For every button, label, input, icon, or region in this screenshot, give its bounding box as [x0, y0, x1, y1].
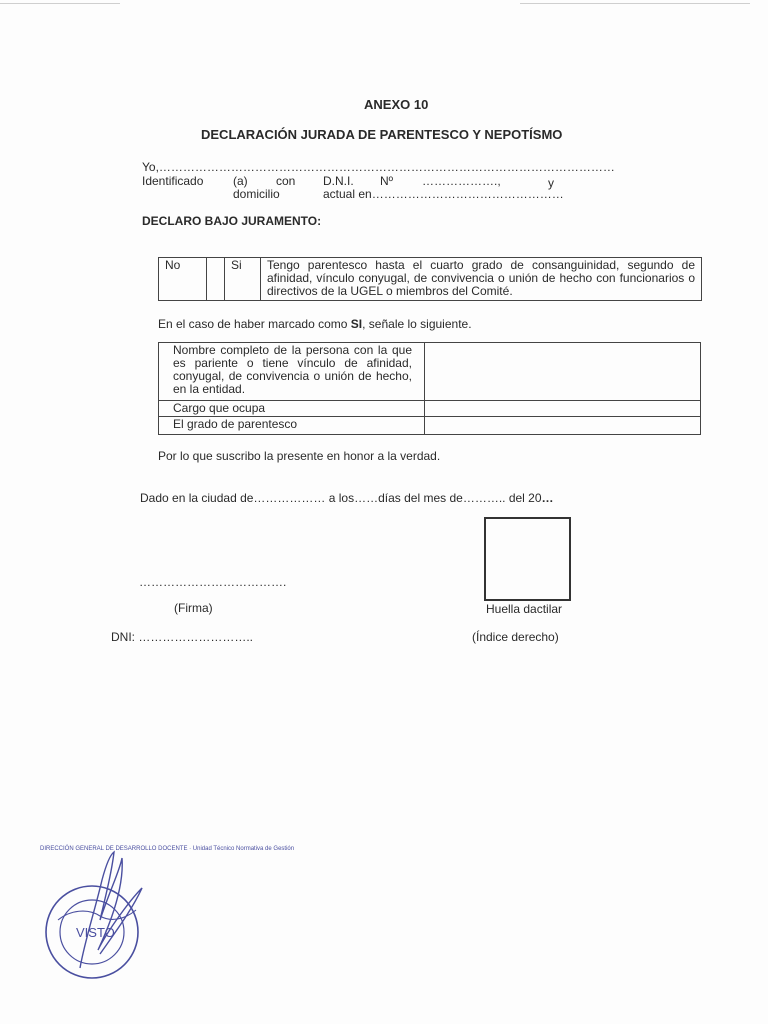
y-label: y — [548, 176, 554, 190]
scan-edge-line-right — [520, 3, 750, 4]
dado-ellipsis: … — [541, 491, 554, 505]
option-no-label: No — [165, 258, 181, 272]
option-no-cell[interactable] — [159, 258, 207, 301]
option-si-label: Si — [231, 258, 242, 272]
details-row-name — [159, 343, 701, 401]
option-empty-cell — [207, 258, 225, 301]
con-label: con — [276, 174, 296, 188]
declaro-heading: DECLARO BAJO JURAMENTO: — [142, 214, 322, 228]
if-yes-instruction — [158, 317, 472, 331]
document-title: DECLARACIÓN JURADA DE PARENTESCO Y NEPOTÍSMO — [201, 127, 563, 142]
option-si-cell[interactable] — [225, 258, 261, 301]
details-row-cargo — [159, 401, 701, 417]
firma-label: (Firma) — [174, 601, 213, 615]
numero-label: Nº — [380, 174, 394, 188]
details-value-grado[interactable] — [425, 417, 701, 435]
annex-heading: ANEXO 10 — [364, 97, 429, 112]
dni-label: D.N.I. — [323, 174, 354, 188]
details-label-name: Nombre completo de la persona con la que es pariente o tiene vínculo de afinidad, conyugal, de convivencia o unión de hecho, en la entidad. — [159, 343, 425, 401]
option-table — [158, 257, 702, 301]
details-value-cargo[interactable] — [425, 401, 701, 417]
visto-stamp — [40, 846, 295, 990]
fingerprint-box — [484, 517, 571, 601]
identificado-label: Identificado — [142, 174, 204, 188]
stamp-ring-text: DIRECCIÓN GENERAL DE DESARROLLO DOCENTE · Unidad Técnico Normativa de Gestión — [40, 846, 295, 852]
dado-text: Dado en la ciudad de……………… a los……días del mes de……….. del 20 — [140, 491, 542, 505]
details-label-cargo: Cargo que ocupa — [159, 401, 425, 417]
domicilio-label: domicilio — [233, 187, 280, 201]
indice-label: (Índice derecho) — [472, 630, 559, 644]
if-yes-bold: SI — [350, 317, 363, 331]
honor-statement: Por lo que suscribo la presente en honor a la verdad. — [158, 449, 441, 463]
huella-label: Huella dactilar — [486, 602, 563, 616]
details-table — [158, 342, 701, 435]
a-label: (a) — [233, 174, 248, 188]
details-value-name[interactable] — [425, 343, 701, 401]
dni-dots: ………………., — [422, 174, 501, 188]
scan-edge-line-left — [0, 3, 120, 4]
dado-line — [140, 491, 554, 505]
stamp-center-text: VISTO — [76, 925, 115, 940]
actual-en-line: actual en………………………………………… — [323, 187, 564, 201]
signature-line: ………………………………. — [139, 575, 287, 589]
dni-signature-line: DNI: ……………………….. — [111, 630, 254, 644]
if-yes-after: , señale lo siguiente. — [362, 317, 472, 331]
details-row-grado — [159, 417, 701, 435]
details-label-grado: El grado de parentesco — [159, 417, 425, 435]
option-description: Tengo parentesco hasta el cuarto grado de consanguinidad, segundo de afinidad, vínculo conyugal, de convivencia o unión de hecho con funcionarios o directivos de la UGEL o miembros del Comité. — [261, 258, 702, 301]
yo-line: Yo,…………………………………………………………………………………………………… — [142, 160, 615, 174]
if-yes-before: En el caso de haber marcado como — [158, 317, 351, 331]
